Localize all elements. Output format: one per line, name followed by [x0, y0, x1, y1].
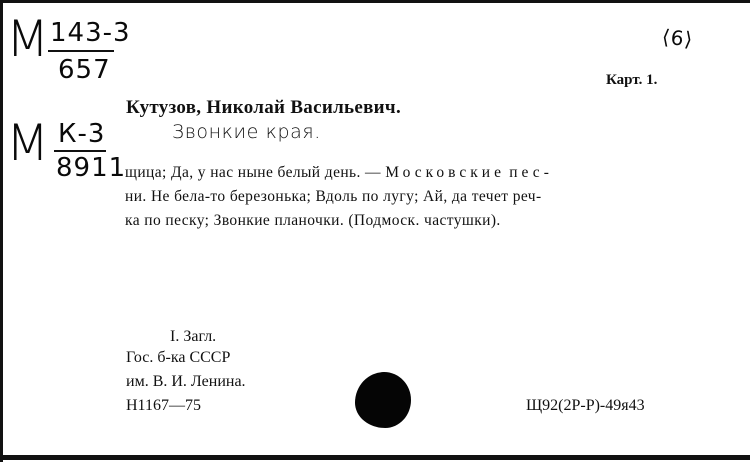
- classification-code: Щ92(2Р-Р)-49я43: [526, 397, 645, 414]
- handwritten-shelf-denominator-2: 8911: [56, 153, 127, 183]
- contents-line-3: ка по песку; Звонкие планочки. (Подмоск. частушки).: [125, 212, 501, 229]
- contents-line-2: ни. Не бела-то березонька; Вдоль по лугу; Ай, да течет реч-: [125, 188, 542, 205]
- card-label: Карт. 1.: [606, 72, 658, 88]
- card-left-border: [0, 0, 3, 462]
- handwritten-corner-note: ⟨6⟩: [660, 24, 695, 52]
- work-title: Звонкие края.: [172, 121, 321, 143]
- contents-line-1: [125, 164, 553, 182]
- author-heading: Кутузов, Николай Васильевич.: [126, 97, 401, 118]
- library-name-line-1: Гос. б-ка СССР: [126, 349, 231, 366]
- contents-line-1-end: пес-: [509, 164, 553, 181]
- tracing-note: I. Загл.: [170, 328, 217, 345]
- handwritten-shelf-number-2: К-3: [58, 119, 106, 149]
- card-bottom-border: [0, 455, 750, 460]
- library-name-line-2: им. В. И. Ленина.: [126, 373, 246, 390]
- handwritten-fraction-line-2: [54, 150, 106, 152]
- card-top-border: [0, 0, 750, 3]
- handwritten-shelf-letter-2: М: [6, 114, 48, 172]
- handwritten-fraction-line-1: [48, 50, 114, 52]
- handwritten-shelf-letter-1: М: [6, 10, 48, 68]
- contents-line-1-start: щица; Да, у нас ныне белый день. —: [125, 164, 381, 181]
- contents-line-1-spaced: Московские: [385, 164, 505, 181]
- handwritten-shelf-number-1: 143-3: [50, 18, 131, 48]
- handwritten-shelf-denominator-1: 657: [58, 55, 111, 85]
- ink-blot: [355, 372, 411, 428]
- card-number: Н1167—75: [126, 397, 201, 414]
